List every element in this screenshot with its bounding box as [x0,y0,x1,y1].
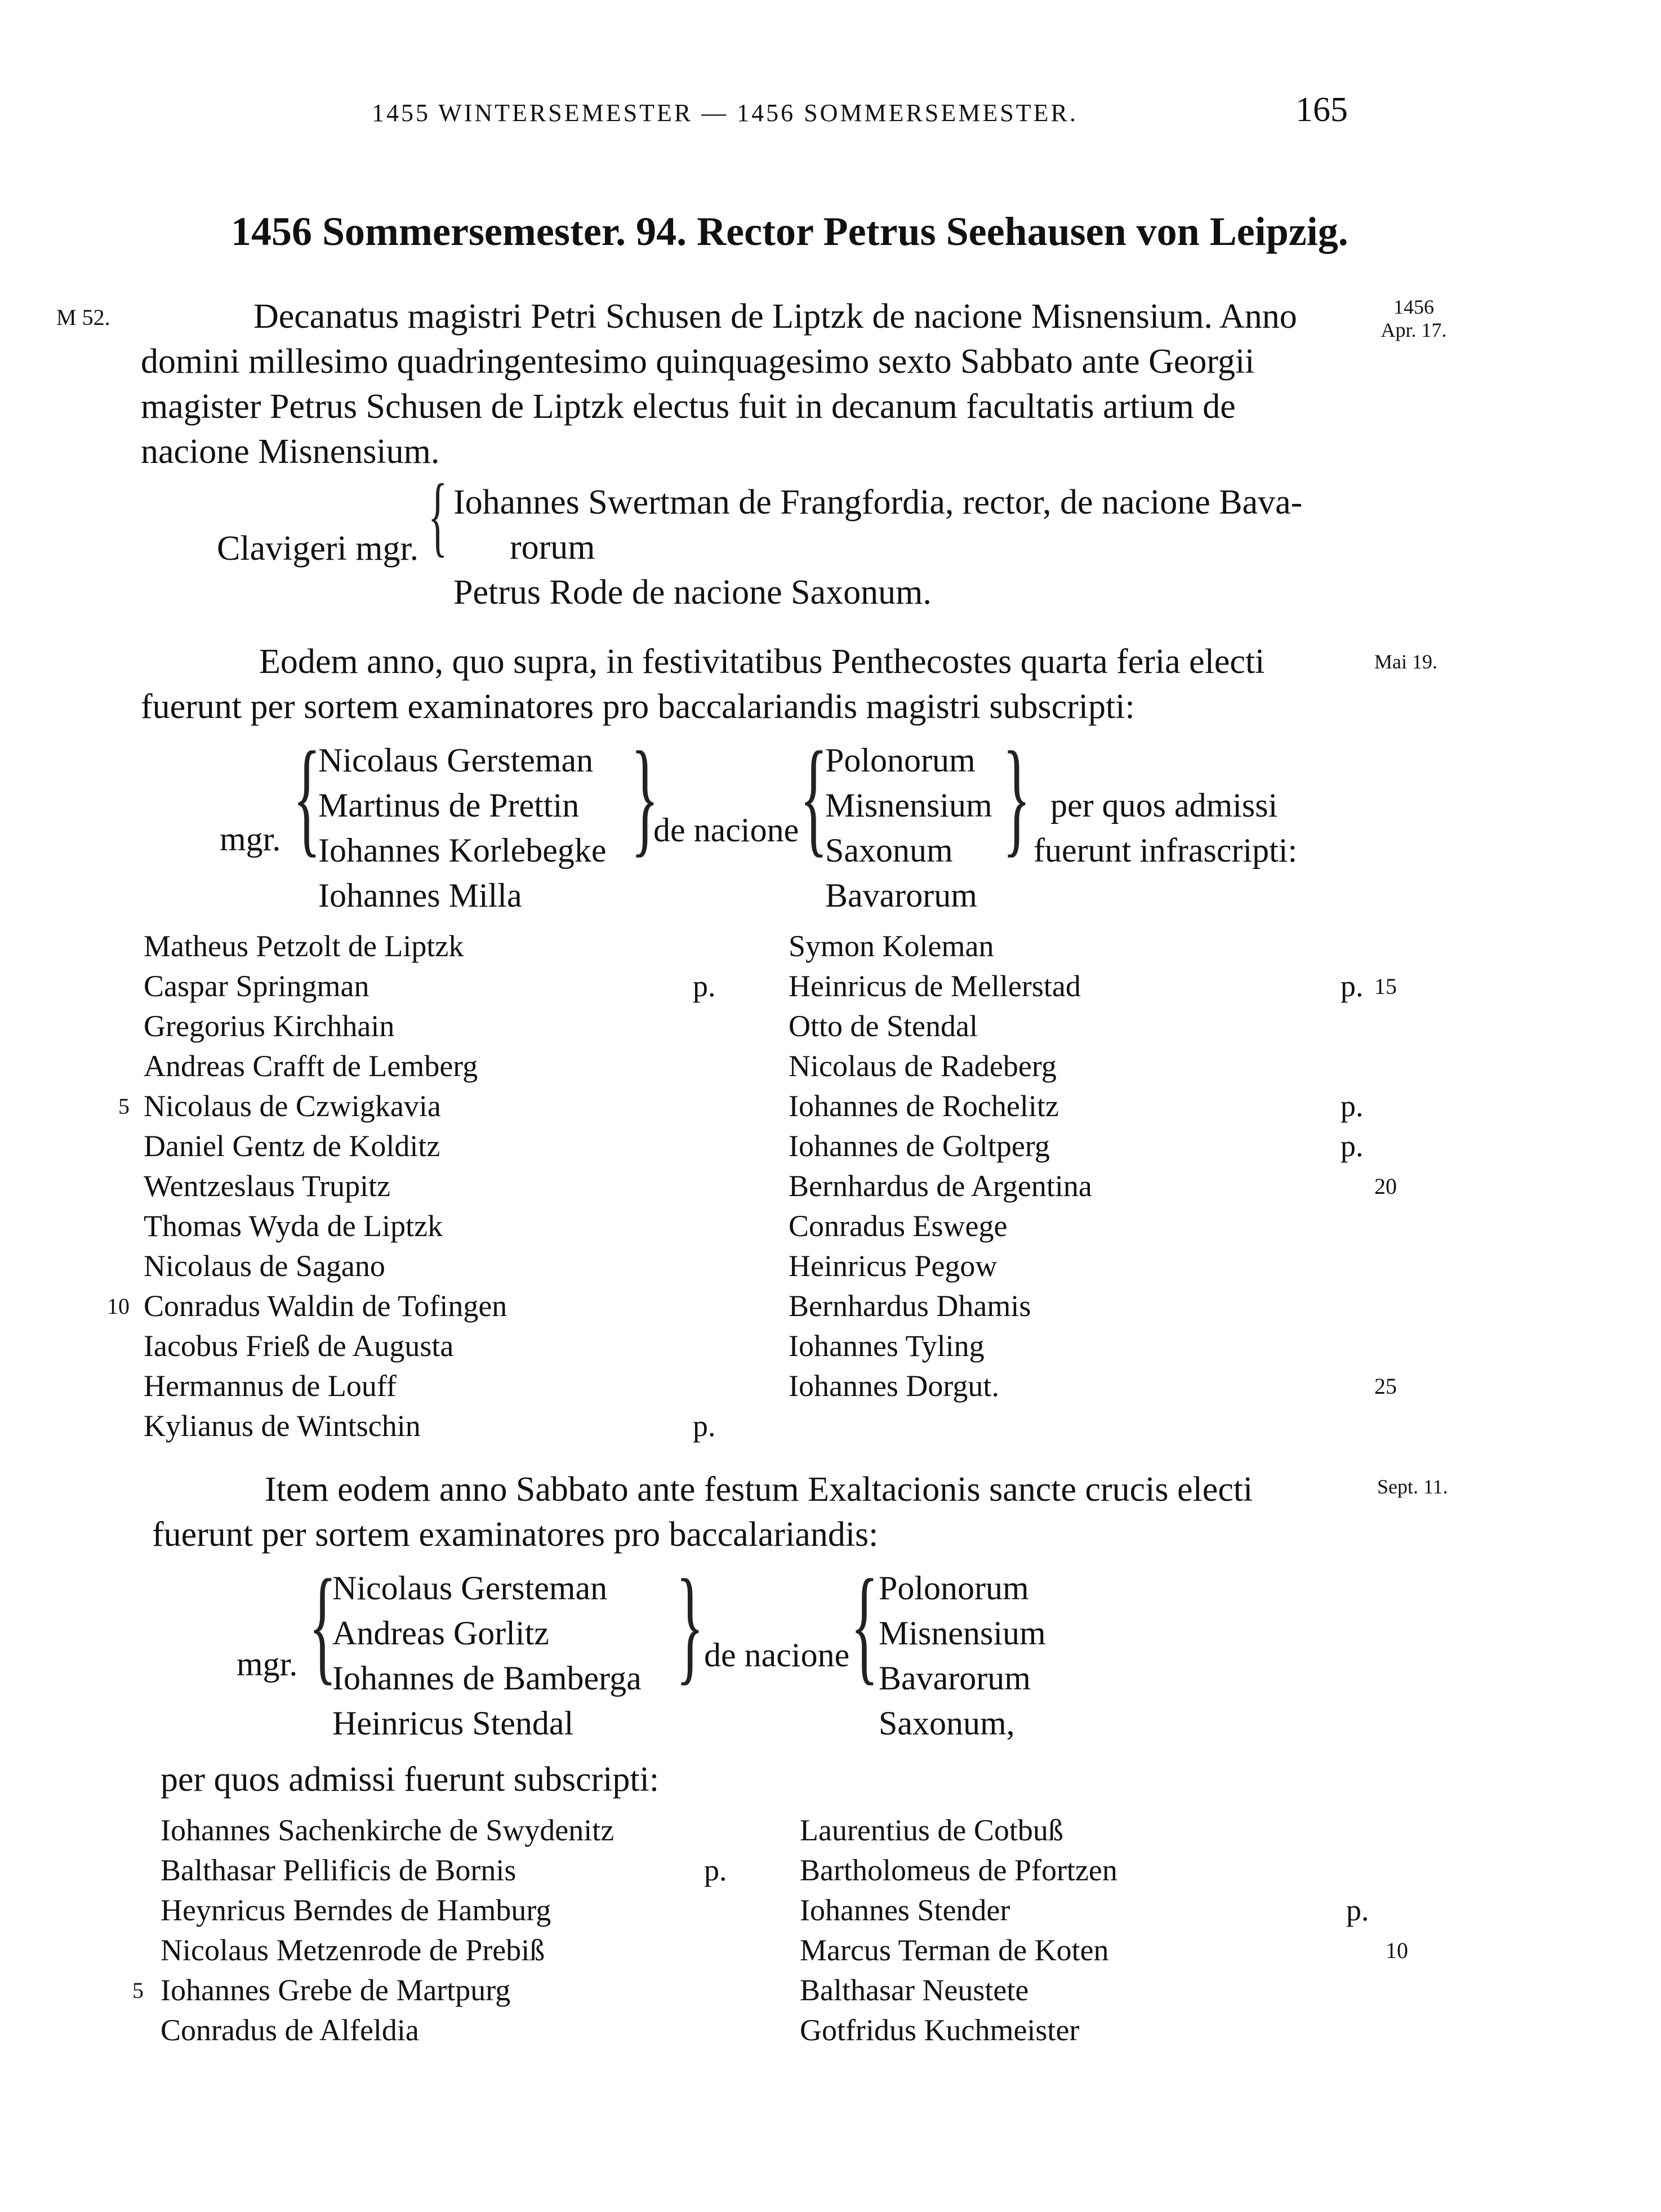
clavigeri-line: rorum [510,528,595,567]
list-item: Balthasar Pellificis de Bornis p. [161,1853,727,1887]
admissi-note [1034,783,1297,873]
list-item: Nicolaus Metzenrode de Prebiß [161,1933,545,1967]
brace-left: { [293,725,321,868]
list-item: Heinricus de Mellerstad p. 15 [789,969,1397,1003]
margin-note-left: M 52. [56,305,110,330]
list-item: Otto de Stendal [789,1009,978,1043]
list-item: 5 Nicolaus de Czwigkavia [118,1089,441,1123]
list-item: 5 Iohannes Grebe de Martpurg [132,1973,511,2007]
list-item: Daniel Gentz de Kolditz [144,1129,440,1163]
text-line: fuerunt per sortem examinatores pro baccalariandis: [152,1515,879,1554]
list-item: Iohannes Tyling [789,1329,985,1363]
examiners-list [318,738,606,918]
clavigeri-line: Petrus Rode de nacione Saxonum. [453,573,932,612]
paragraph-eodem [141,639,1352,729]
list-item: Andreas Crafft de Lemberg [144,1049,478,1083]
brace-right: } [631,725,659,868]
text-line: Eodem anno, quo supra, in festivitatibus Penthecostes quarta feria electi [259,643,1265,681]
list-item: Bartholomeus de Pfortzen [800,1853,1117,1887]
de-nacione-label: de nacione [653,811,799,849]
list-item: Heynricus Berndes de Hamburg [161,1893,551,1927]
examiner-name: Iohannes Milla [318,877,522,914]
nation-name: Polonorum [879,1569,1029,1607]
margin-note-right [1374,296,1453,342]
list-item: Symon Koleman [789,929,994,963]
clavigeri-label: Clavigeri mgr. [217,529,419,568]
list-item: Iohannes de Goltperg p. [789,1129,1364,1163]
examiner-name: Iohannes Korlebegke [318,832,607,869]
list-item: Hermannus de Louff [144,1369,397,1403]
nation-name: Misnensium [879,1615,1046,1652]
mgr-label: mgr. [237,1645,298,1683]
paragraph-item-eodem [152,1467,1363,1557]
margin-date-right: Sept. 11. [1377,1475,1448,1498]
admissi-line: per quos admissi fuerunt subscripti: [161,1760,660,1799]
brace-right: } [1003,725,1031,868]
admissi-line: fuerunt infrascripti: [1034,832,1298,869]
text-line: Decanatus magistri Petri Schusen de Liptzk de nacione Misnensium. Anno [253,297,1297,336]
nation-name: Misnensium [825,787,992,824]
list-item: Iacobus Frieß de Augusta [144,1329,454,1363]
text-line: fuerunt per sortem examinatores pro baccalariandis magistri subscripti: [141,688,1135,726]
list-item: 10 Conradus Waldin de Tofingen [107,1289,507,1323]
nation-name: Saxonum [825,832,953,869]
list-item: Kylianus de Wintschin p. [144,1409,716,1443]
examiner-name: Nicolaus Gersteman [318,742,594,779]
text-line: magister Petrus Schusen de Liptzk electus fuit in decanum facultatis artium de [141,387,1236,426]
list-item: Laurentius de Cotbuß [800,1813,1063,1847]
margin-year: 1456 [1393,296,1434,318]
student-list-right [789,926,1493,1406]
brace-left: { [309,1553,337,1696]
examiner-name: Heinricus Stendal [332,1705,574,1742]
list-item: Conradus Eswege [789,1209,1008,1243]
margin-date: Apr. 17. [1381,319,1447,342]
clavigeri-line: Iohannes Swertman de Frangfordia, rector, de nacione Bava- [453,483,1303,521]
examiners-list [332,1566,642,1746]
list-item: Heinricus Pegow [789,1249,998,1283]
list-item: Iohannes Sachenkirche de Swydenitz [161,1813,614,1847]
mgr-label: mgr. [220,820,281,858]
brace-left: { [428,465,448,565]
list-item: Marcus Terman de Koten 10 [800,1933,1408,1967]
text-line: Item eodem anno Sabbato ante festum Exaltacionis sancte crucis electi [265,1470,1253,1509]
page-number: 165 [1295,91,1348,129]
nation-name: Bavarorum [825,877,977,914]
list-item: Gregorius Kirchhain [144,1009,395,1043]
brace-left: { [850,1553,879,1696]
list-item: Wentzeslaus Trupitz [144,1169,391,1203]
nation-name: Saxonum, [879,1705,1015,1742]
student-list-left [96,1810,760,2050]
running-head: 1455 WINTERSEMESTER — 1456 SOMMERSEMESTER. [372,99,1078,127]
list-item: Bernhardus Dhamis [789,1289,1031,1323]
list-item: Caspar Springman p. [144,969,716,1003]
examiner-name: Andreas Gorlitz [332,1615,549,1652]
list-item: Nicolaus de Sagano [144,1249,385,1283]
list-item: Conradus de Alfeldia [161,2013,419,2047]
margin-date-right: Mai 19. [1374,650,1437,673]
examiner-name: Martinus de Prettin [318,787,580,824]
brace-right: } [676,1553,704,1696]
brace-left: { [800,725,828,868]
de-nacione-label: de nacione [704,1636,850,1674]
text-line: nacione Misnensium. [141,432,440,471]
nations-list [879,1566,1046,1746]
clavigeri-list [453,480,1302,615]
list-item: Gotfridus Kuchmeister [800,2013,1080,2047]
admissi-line: per quos admissi [1050,787,1278,824]
examiner-name: Iohannes de Bamberga [332,1660,642,1697]
text-line: domini millesimo quadringentesimo quinquagesimo sexto Sabbato ante Georgii [141,342,1255,381]
nation-name: Bavarorum [879,1660,1031,1697]
paragraph-decanatus [141,294,1352,474]
student-list-left [84,926,732,1446]
list-item: Iohannes de Rochelitz p. [789,1089,1364,1123]
section-title: 1456 Sommersemester. 94. Rector Petrus Seehausen von Leipzig. [231,209,1348,254]
list-item: Thomas Wyda de Liptzk [144,1209,443,1243]
list-item: Bernhardus de Argentina 20 [789,1169,1397,1203]
nation-name: Polonorum [825,742,976,779]
examiner-name: Nicolaus Gersteman [332,1569,608,1607]
list-item: Matheus Petzolt de Liptzk [144,929,464,963]
nations-list [825,738,992,918]
list-item: Nicolaus de Radeberg [789,1049,1057,1083]
list-item: Iohannes Dorgut. 25 [789,1369,1397,1403]
list-item: Balthasar Neustete [800,1973,1029,2007]
student-list-right [800,1810,1504,2050]
list-item: Iohannes Stender p. [800,1893,1369,1927]
